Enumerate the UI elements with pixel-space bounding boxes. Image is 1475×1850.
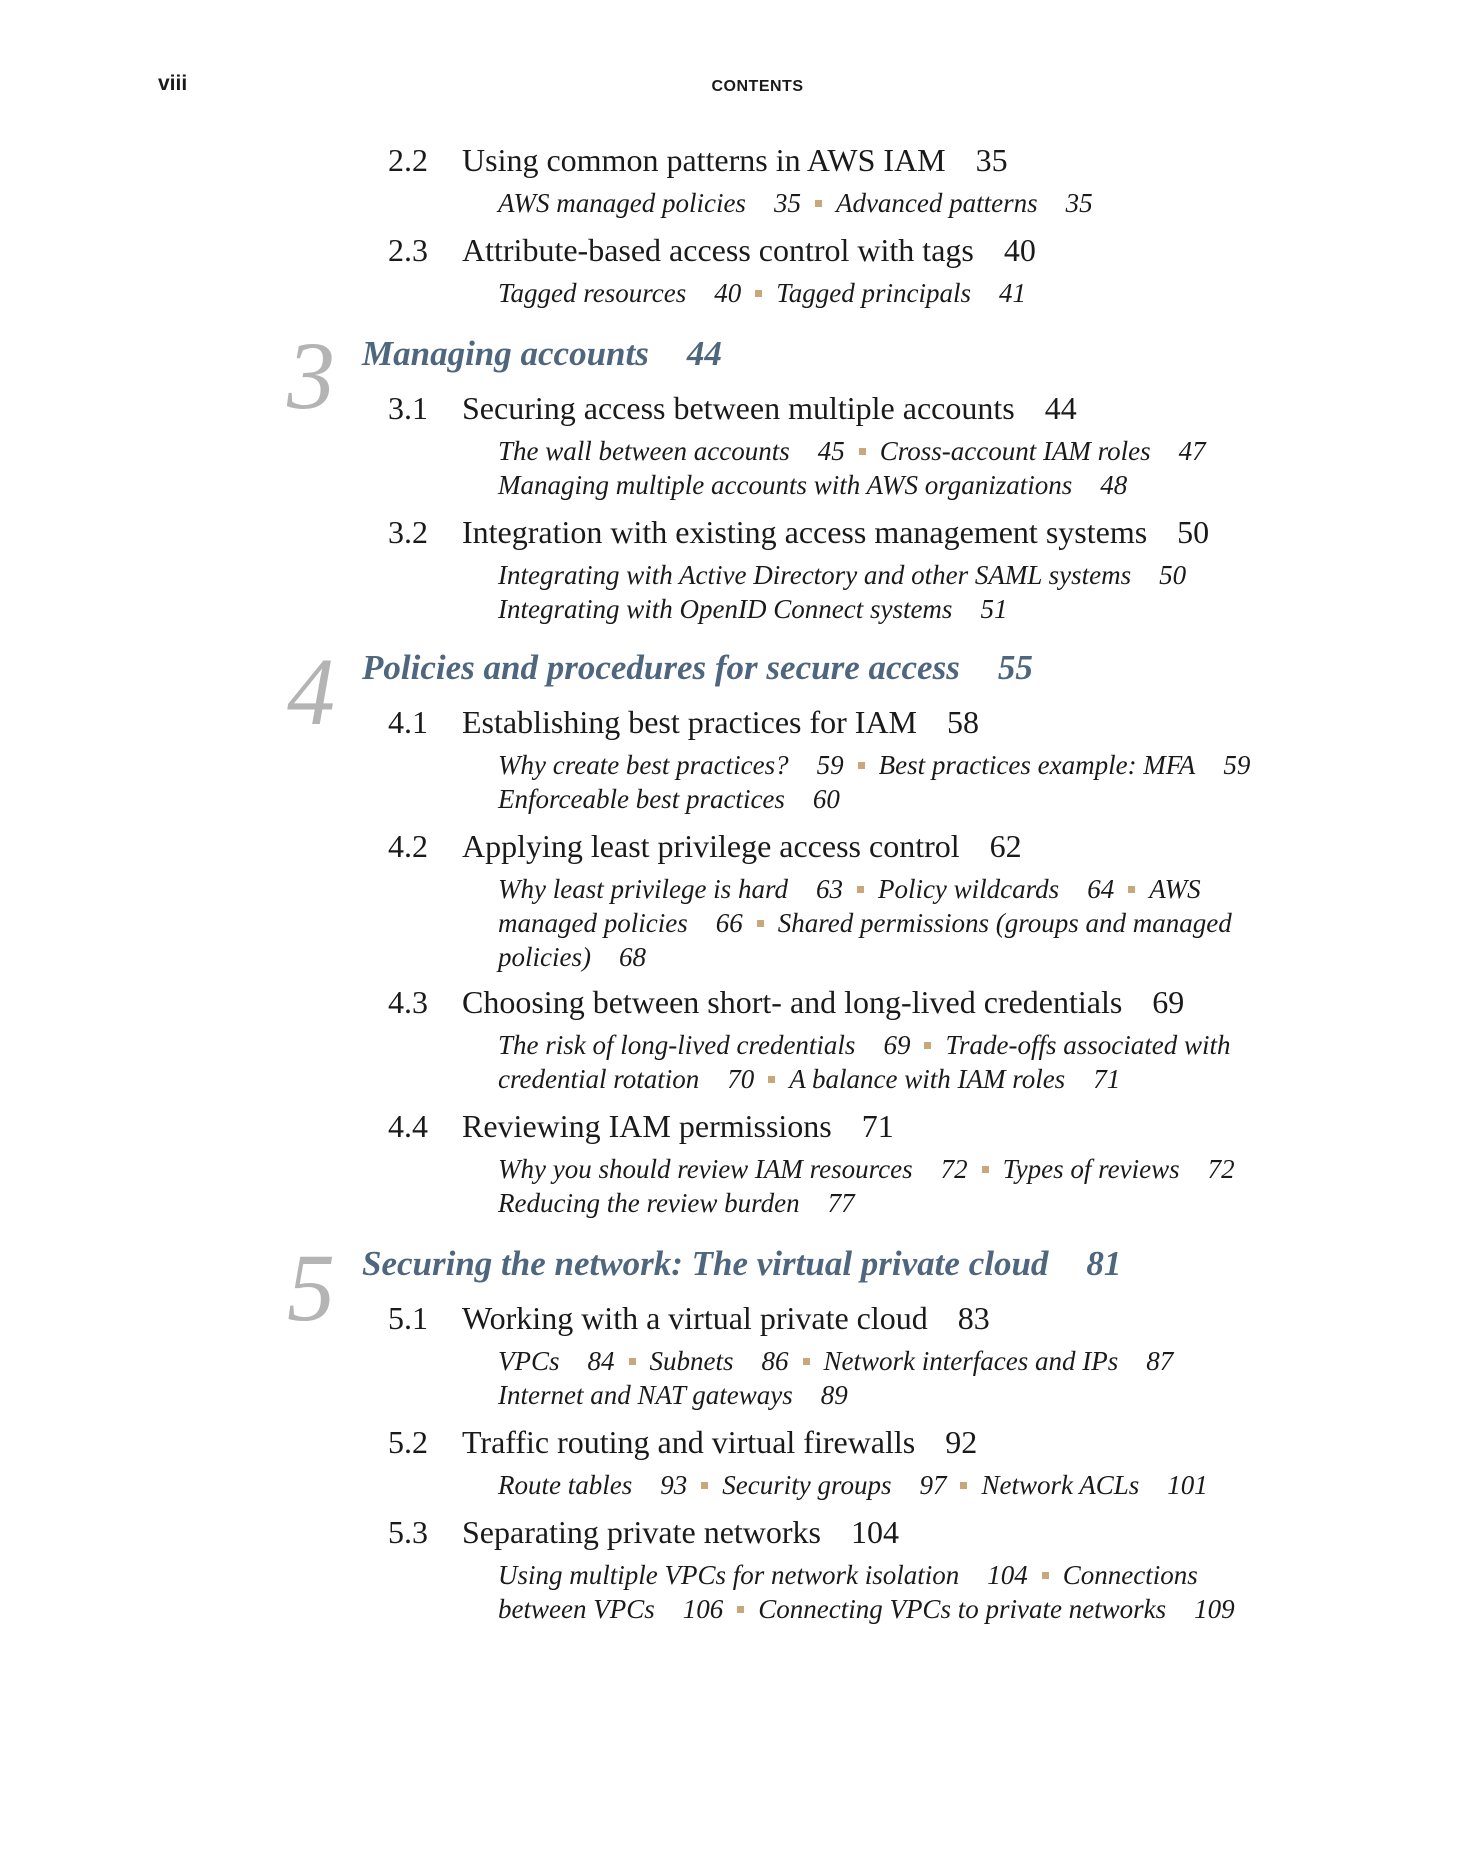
section-page: 69	[1152, 984, 1185, 1020]
subsection-title: Route tables	[498, 1470, 633, 1500]
chapter-title: Policies and procedures for secure access	[362, 648, 960, 687]
chapter-numeral-5: 5	[287, 1234, 335, 1341]
toc-subsections-2-3	[498, 276, 1026, 310]
bullet-separator	[768, 1076, 775, 1083]
section-page: 62	[989, 828, 1022, 864]
toc-subsections-4-1	[498, 748, 1250, 816]
subsection-title: credential rotation	[498, 1064, 700, 1094]
subsection-page: 68	[618, 942, 646, 972]
subsection-title: Why you should review IAM resources	[498, 1154, 913, 1184]
section-page: 50	[1177, 514, 1210, 550]
chapter-numeral-3: 3	[287, 322, 335, 429]
section-number: 2.3	[388, 232, 428, 268]
subsection-page: 66	[715, 908, 743, 938]
subsection-title: managed policies	[498, 908, 688, 938]
subsection-page: 69	[883, 1030, 911, 1060]
section-number: 5.3	[388, 1514, 428, 1550]
section-title: Attribute-based access control with tags	[462, 232, 974, 268]
subsection-title: Connections	[1062, 1560, 1198, 1590]
subsection-page: 72	[1207, 1154, 1235, 1184]
toc-chapter-3	[362, 334, 722, 374]
toc-section-4-2	[388, 828, 1022, 865]
bullet-separator	[629, 1358, 636, 1365]
subsection-page: 59	[816, 750, 844, 780]
subsection-title: between VPCs	[498, 1594, 655, 1624]
subsection-title: Integrating with OpenID Connect systems	[498, 594, 953, 624]
subsection-page: 106	[682, 1594, 724, 1624]
subsection-title: Shared permissions (groups and managed	[777, 908, 1232, 938]
section-page: 58	[947, 704, 979, 740]
bullet-separator	[924, 1042, 931, 1049]
subsection-page: 72	[940, 1154, 968, 1184]
bullet-separator	[960, 1482, 967, 1489]
toc-subsections-3-1	[498, 434, 1206, 502]
bullet-separator	[757, 920, 764, 927]
bullet-separator	[755, 290, 762, 297]
bullet-separator	[701, 1482, 708, 1489]
section-number: 4.2	[388, 828, 428, 864]
subsection-title: Policy wildcards	[877, 874, 1060, 904]
section-title: Establishing best practices for IAM	[462, 704, 917, 740]
subsection-title: Best practices example: MFA	[878, 750, 1196, 780]
chapter-title: Securing the network: The virtual private cloud	[362, 1244, 1049, 1283]
chapter-title: Managing accounts	[362, 334, 649, 373]
subsection-page: 41	[999, 278, 1027, 308]
section-number: 4.1	[388, 704, 428, 740]
subsection-page: 87	[1146, 1346, 1174, 1376]
bullet-separator	[859, 448, 866, 455]
toc-section-5-1	[388, 1300, 990, 1337]
toc-section-3-1	[388, 390, 1077, 427]
bullet-separator	[815, 200, 822, 207]
subsection-page: 51	[980, 594, 1008, 624]
subsection-title: Managing multiple accounts with AWS organizations	[498, 470, 1073, 500]
subsection-page: 70	[727, 1064, 755, 1094]
running-head: CONTENTS	[711, 78, 804, 95]
section-number: 3.2	[388, 514, 428, 550]
subsection-page: 84	[587, 1346, 615, 1376]
subsection-page: 104	[987, 1560, 1028, 1590]
toc-section-4-1	[388, 704, 979, 741]
section-title: Using common patterns in AWS IAM	[462, 142, 946, 178]
bullet-separator	[858, 762, 865, 769]
subsection-page: 45	[817, 436, 845, 466]
subsection-page: 93	[660, 1470, 688, 1500]
bullet-separator	[803, 1358, 810, 1365]
toc-chapter-5	[362, 1244, 1121, 1284]
chapter-page: 55	[997, 648, 1033, 687]
section-number: 4.4	[388, 1108, 428, 1144]
subsection-title: Network interfaces and IPs	[823, 1346, 1119, 1376]
subsection-title: Enforceable best practices	[498, 784, 785, 814]
subsection-title: Tagged principals	[776, 278, 972, 308]
subsection-title: Subnets	[649, 1346, 734, 1376]
toc-chapter-4	[362, 648, 1033, 688]
subsection-page: 109	[1194, 1594, 1235, 1624]
toc-subsections-3-2	[498, 558, 1186, 626]
toc-section-2-3	[388, 232, 1036, 269]
subsection-title: Integrating with Active Directory and other SAML systems	[498, 560, 1132, 590]
section-number: 4.3	[388, 984, 428, 1020]
subsection-page: 77	[827, 1188, 855, 1218]
section-page: 83	[957, 1300, 990, 1336]
subsection-title: Types of reviews	[1002, 1154, 1180, 1184]
subsection-title: Cross-account IAM roles	[879, 436, 1151, 466]
subsection-page: 47	[1178, 436, 1206, 466]
section-page: 35	[975, 142, 1008, 178]
toc-section-4-3	[388, 984, 1184, 1021]
subsection-title: VPCs	[498, 1346, 560, 1376]
subsection-title: AWS	[1149, 874, 1201, 904]
subsection-title: Security groups	[722, 1470, 892, 1500]
bullet-separator	[1042, 1572, 1049, 1579]
section-number: 5.2	[388, 1424, 428, 1460]
subsection-title: Trade-offs associated with	[945, 1030, 1231, 1060]
section-page: 40	[1003, 232, 1036, 268]
subsection-page: 35	[1065, 188, 1093, 218]
bullet-separator	[982, 1166, 989, 1173]
subsection-page: 86	[761, 1346, 789, 1376]
toc-subsections-5-3	[498, 1558, 1235, 1626]
toc-section-5-2	[388, 1424, 977, 1461]
section-number: 3.1	[388, 390, 428, 426]
subsection-title: The wall between accounts	[498, 436, 790, 466]
subsection-title: AWS managed policies	[498, 188, 746, 218]
toc-section-3-2	[388, 514, 1209, 551]
subsection-title: Advanced patterns	[835, 188, 1038, 218]
section-title: Applying least privilege access control	[462, 828, 960, 864]
subsection-title: Reducing the review burden	[498, 1188, 800, 1218]
subsection-title: Tagged resources	[498, 278, 687, 308]
subsection-title: The risk of long-lived credentials	[498, 1030, 856, 1060]
section-page: 92	[945, 1424, 978, 1460]
section-title: Separating private networks	[462, 1514, 821, 1550]
subsection-page: 59	[1223, 750, 1251, 780]
subsection-title: Connecting VPCs to private networks	[758, 1594, 1167, 1624]
subsection-page: 63	[815, 874, 843, 904]
subsection-title: Using multiple VPCs for network isolation	[498, 1560, 960, 1590]
section-page: 104	[851, 1514, 899, 1550]
toc-section-4-4	[388, 1108, 894, 1145]
subsection-page: 97	[919, 1470, 947, 1500]
subsection-title: Internet and NAT gateways	[498, 1380, 793, 1410]
section-title: Integration with existing access management systems	[462, 514, 1148, 550]
subsection-title: policies)	[498, 942, 591, 972]
subsection-page: 48	[1100, 470, 1128, 500]
subsection-title: Network ACLs	[981, 1470, 1140, 1500]
section-title: Working with a virtual private cloud	[462, 1300, 928, 1336]
bullet-separator	[737, 1606, 744, 1613]
toc-subsections-4-2	[498, 872, 1232, 974]
section-page: 44	[1044, 390, 1077, 426]
section-title: Traffic routing and virtual firewalls	[462, 1424, 916, 1460]
chapter-numeral-4: 4	[287, 638, 335, 745]
subsection-page: 50	[1159, 560, 1187, 590]
section-number: 5.1	[388, 1300, 428, 1336]
page-number: viii	[158, 72, 188, 95]
subsection-page: 89	[820, 1380, 848, 1410]
section-page: 71	[861, 1108, 894, 1144]
chapter-page: 81	[1086, 1244, 1122, 1283]
toc-subsections-5-2	[498, 1468, 1208, 1502]
toc-section-2-2	[388, 142, 1008, 179]
section-title: Choosing between short- and long-lived credentials	[462, 984, 1123, 1020]
subsection-page: 35	[773, 188, 801, 218]
subsection-page: 101	[1167, 1470, 1208, 1500]
bullet-separator	[1128, 886, 1135, 893]
section-title: Reviewing IAM permissions	[462, 1108, 832, 1144]
toc-section-5-3	[388, 1514, 899, 1551]
toc-subsections-5-1	[498, 1344, 1173, 1412]
subsection-title: A balance with IAM roles	[789, 1064, 1066, 1094]
toc-subsections-4-4	[498, 1152, 1235, 1220]
toc-subsections-2-2	[498, 186, 1093, 220]
toc-subsections-4-3	[498, 1028, 1230, 1096]
subsection-page: 64	[1087, 874, 1115, 904]
bullet-separator	[857, 886, 864, 893]
subsection-title: Why create best practices?	[498, 750, 789, 780]
subsection-page: 40	[714, 278, 742, 308]
chapter-page: 44	[686, 334, 722, 373]
subsection-page: 71	[1093, 1064, 1121, 1094]
section-number: 2.2	[388, 142, 428, 178]
page-header	[0, 0, 1475, 140]
section-title: Securing access between multiple accounts	[462, 390, 1015, 426]
subsection-title: Why least privilege is hard	[498, 874, 788, 904]
subsection-page: 60	[812, 784, 840, 814]
